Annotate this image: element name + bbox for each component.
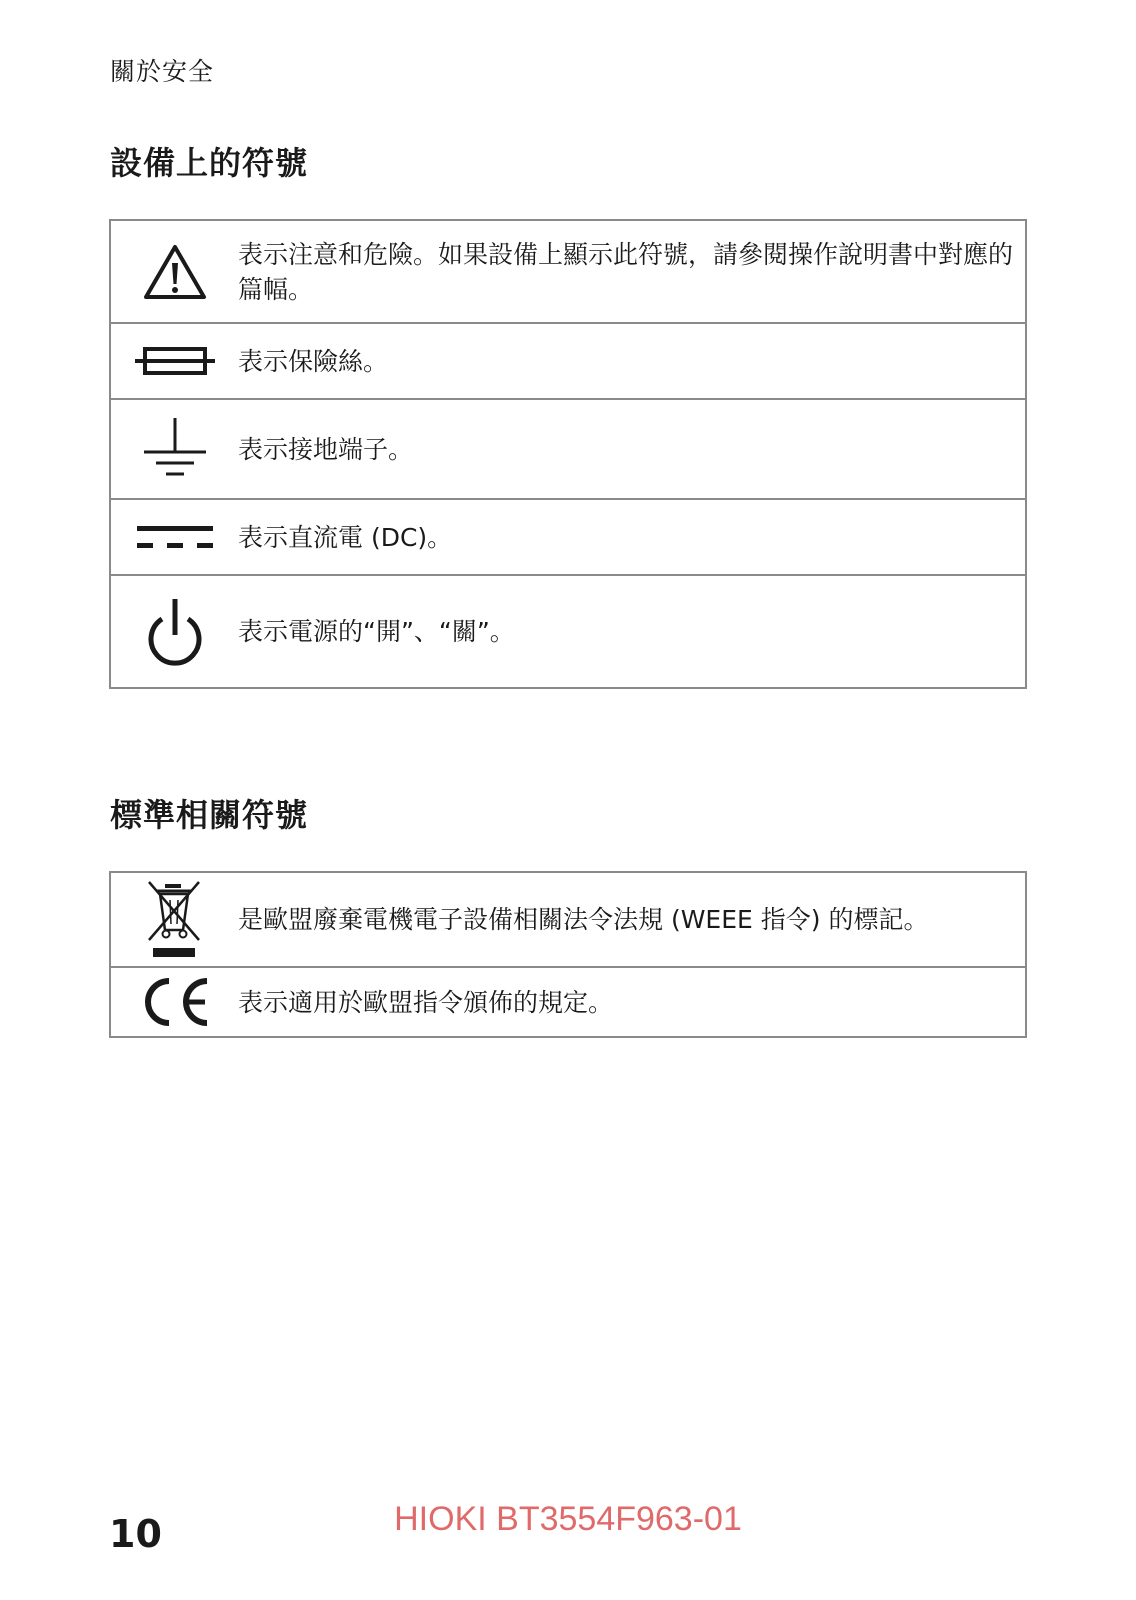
symbol-description: 表示電源的“開”、“關”。: [238, 575, 1026, 688]
standard-symbols-table: [109, 871, 1027, 1038]
running-head: 關於安全: [110, 57, 215, 86]
table-row: [110, 399, 1026, 499]
ground-icon: [140, 418, 210, 480]
table-row: [110, 323, 1026, 399]
symbol-cell: [110, 323, 238, 399]
fuse-icon: [135, 345, 215, 377]
symbol-description: 表示保險絲。: [238, 323, 1026, 399]
warning-triangle-icon: [142, 243, 208, 301]
section-title-standard-symbols: 標準相關符號: [110, 796, 309, 834]
symbol-cell: [110, 220, 238, 323]
symbol-description: 表示注意和危險。如果設備上顯示此符號，請參閱操作說明書中對應的篇幅。: [238, 220, 1026, 323]
table-row: [110, 967, 1026, 1037]
symbol-description: 表示適用於歐盟指令頒佈的規定。: [238, 967, 1026, 1037]
symbol-description: 是歐盟廢棄電機電子設備相關法令法規 (WEEE 指令) 的標記。: [238, 872, 1026, 967]
symbol-cell: [110, 967, 238, 1037]
power-icon: [143, 597, 207, 667]
footer-document-code: HIOKI BT3554F963-01: [394, 1500, 742, 1538]
ce-mark-icon: [139, 976, 211, 1028]
table-row: [110, 499, 1026, 575]
weee-bin-icon: [147, 880, 203, 960]
dc-icon: [137, 522, 213, 552]
table-row: [110, 575, 1026, 688]
table-row: [110, 220, 1026, 323]
symbol-cell: [110, 499, 238, 575]
page-number: 10: [109, 1512, 162, 1556]
symbol-description: 表示直流電 (DC)。: [238, 499, 1026, 575]
symbol-description: 表示接地端子。: [238, 399, 1026, 499]
table-row: [110, 872, 1026, 967]
section-title-equipment-symbols: 設備上的符號: [110, 144, 309, 182]
symbol-cell: [110, 399, 238, 499]
symbol-cell: [110, 872, 238, 967]
equipment-symbols-table: [109, 219, 1027, 689]
symbol-cell: [110, 575, 238, 688]
